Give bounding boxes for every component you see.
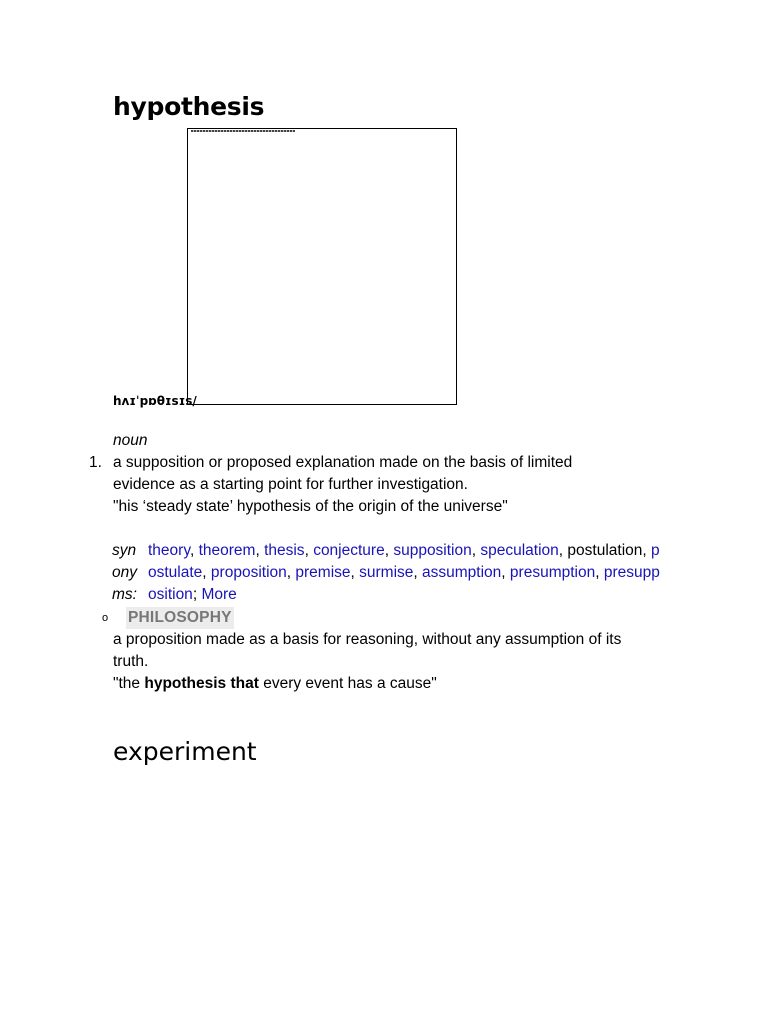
bullet-o: o [102,612,109,624]
synonym-link[interactable]: thesis [264,542,305,559]
definition-2: a proposition made as a basis for reasoning, without any assumption of its truth. [113,631,622,670]
synonyms-list [148,540,660,606]
synonym-separator: , [255,542,265,559]
more-synonyms-link[interactable]: More [201,586,237,603]
part-of-speech: noun [113,432,148,449]
synonym-separator: , [304,542,314,559]
sense-number: 1. [89,454,102,471]
next-heading: experiment [113,737,257,766]
synonym-link[interactable]: speculation [480,542,559,559]
pronunciation: hʌɪˈpɒθɪsɪs/ [113,394,197,408]
example-2-text: "the [113,675,145,692]
synonym-link[interactable]: assumption [422,564,502,581]
example-2 [113,673,437,695]
example-2-bold: hypothesis that [144,675,259,692]
synonym-separator: , [384,542,394,559]
synonym-link[interactable]: supposition [393,542,472,559]
synonym-text: postulation [567,542,643,559]
image-placeholder [187,128,457,405]
image-loading-strip [191,130,295,132]
synonyms-label-line: ms: [112,586,137,603]
synonym-link[interactable]: postulate [148,542,660,581]
synonym-link[interactable]: presumption [509,564,596,581]
synonym-separator: , [471,542,481,559]
synonym-link[interactable]: surmise [359,564,414,581]
synonym-separator: , [642,542,652,559]
synonym-link[interactable]: premise [295,564,351,581]
synonym-separator: ; [192,586,202,603]
headword-title: hypothesis [113,92,265,121]
synonyms-label [112,540,142,606]
synonym-separator: , [558,542,568,559]
synonyms-label-line: syn [112,542,137,559]
synonym-link[interactable]: proposition [210,564,287,581]
definition-1: a supposition or proposed explanation made on the basis of limited evidence as a starting point for further investigation. [113,454,573,493]
example-1: "his ‘steady state’ hypothesis of the origin of the universe" [113,498,508,515]
synonym-separator: , [413,564,423,581]
synonyms-label-line: ony [112,564,137,581]
synonym-separator: , [189,542,199,559]
example-2-text: every event has a cause" [258,675,437,692]
synonym-separator: , [202,564,211,581]
synonym-link[interactable]: theory [148,542,190,559]
synonym-link[interactable]: presupposition [148,564,660,603]
synonym-separator: , [286,564,296,581]
synonym-link[interactable]: theorem [198,542,256,559]
synonym-link[interactable]: conjecture [313,542,385,559]
synonym-separator: , [595,564,604,581]
synonym-separator: , [350,564,360,581]
synonym-separator: , [501,564,510,581]
subject-label: PHILOSOPHY [126,607,234,629]
